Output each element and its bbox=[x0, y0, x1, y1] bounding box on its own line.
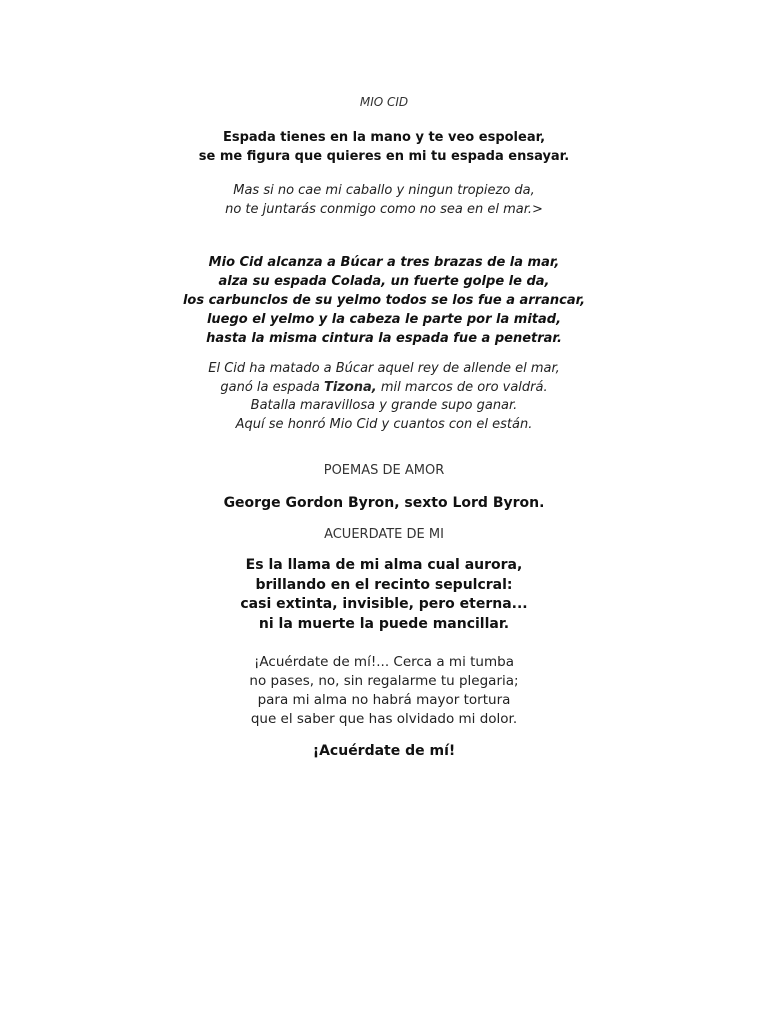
stanza-3 bbox=[0, 253, 768, 348]
stanza-6 bbox=[0, 653, 768, 729]
section-title: POEMAS DE AMOR bbox=[323, 463, 445, 478]
verse-line: Es la llama de mi alma cual aurora, bbox=[245, 557, 523, 573]
verse-line: Mio Cid alcanza a Búcar a tres brazas de la mar, bbox=[208, 255, 560, 270]
verse-line: alza su espada Colada, un fuerte golpe le da, bbox=[218, 274, 550, 289]
author-name: George Gordon Byron, sexto Lord Byron. bbox=[223, 495, 545, 511]
verse-line: casi extinta, invisible, pero eterna... bbox=[240, 596, 528, 612]
verse-line: no te juntarás conmigo como no sea en el mar.> bbox=[225, 202, 543, 217]
verse-text: ganó la espada bbox=[220, 379, 324, 395]
verse-line: El Cid ha matado a Búcar aquel rey de allende el mar, bbox=[208, 361, 560, 376]
verse-line: Mas si no cae mi caballo y ningun tropiezo da, bbox=[233, 183, 535, 198]
verse-text: mil marcos de oro valdrá. bbox=[376, 379, 548, 395]
stanza-1 bbox=[0, 128, 768, 166]
verse-line: los carbunclos de su yelmo todos se los fue a arrancar, bbox=[182, 293, 586, 308]
verse-line: no pases, no, sin regalarme tu plegaria; bbox=[249, 673, 519, 689]
verse-line: Espada tienes en la mano y te veo espolear, bbox=[222, 130, 546, 145]
closing-line: ¡Acuérdate de mí! bbox=[312, 743, 456, 759]
verse-line: se me figura que quieres en mi tu espada ensayar. bbox=[198, 149, 570, 164]
verse-line: ¡Acuérdate de mí!... Cerca a mi tumba bbox=[254, 654, 514, 670]
verse-line-tizona bbox=[0, 379, 768, 398]
poem-title-mio-cid: MIO CID bbox=[359, 95, 409, 109]
stanza-5 bbox=[0, 556, 768, 634]
stanza-2 bbox=[0, 181, 768, 219]
verse-line: ni la muerte la puede mancillar. bbox=[258, 615, 510, 632]
verse-line: hasta la misma cintura la espada fue a penetrar. bbox=[206, 331, 562, 346]
verse-line: brillando en el recinto sepulcral: bbox=[255, 576, 513, 593]
poem-title-acuerdate: ACUERDATE DE MI bbox=[324, 527, 444, 542]
verse-line: luego el yelmo y la cabeza le parte por la mitad, bbox=[206, 312, 562, 327]
verse-line: para mi alma no habrá mayor tortura bbox=[257, 692, 511, 708]
stanza-4 bbox=[0, 360, 768, 434]
verse-line: Aquí se honró Mio Cid y cuantos con el están. bbox=[235, 416, 533, 432]
verse-line: que el saber que has olvidado mi dolor. bbox=[250, 711, 518, 727]
emphasis-tizona: Tizona, bbox=[323, 379, 377, 395]
verse-line: Batalla maravillosa y grande supo ganar. bbox=[250, 398, 518, 413]
